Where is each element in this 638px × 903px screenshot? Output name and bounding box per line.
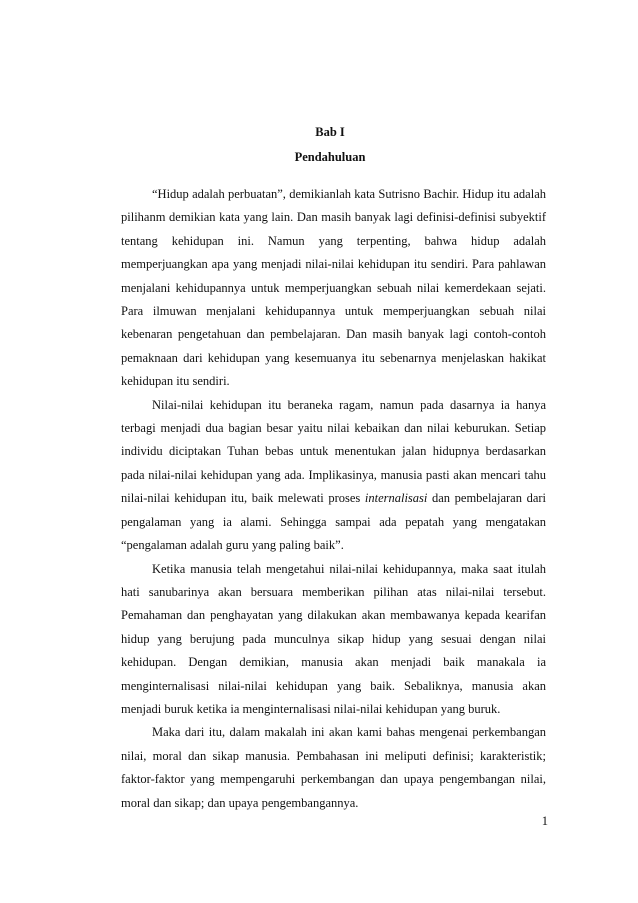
paragraph-intro bbox=[121, 183, 546, 394]
paragraph-text: Maka dari itu, dalam makalah ini akan kami bahas mengenai perkembangan nilai, moral dan sikap manusia. Pembahasan ini meliputi definisi; karakteristik; faktor-faktor yang mempengaruhi perkembangan dan upaya pengembangan nilai, moral dan sikap; dan upaya pengembangannya. bbox=[121, 725, 546, 810]
paragraph-text: “Hidup adalah perbuatan”, demikianlah kata Sutrisno Bachir. Hidup itu adalah pilihanm demikian kata yang lain. Dan masih banyak lagi definisi-definisi subyektif tentang kehidupan ini. Namun yang terpenting, bahwa hidup adalah memperjuangkan apa yang menjadi nilai-nilai kehidupan itu sendiri. Para pahlawan menjalani kehidupannya untuk memperjuangkan sebuah nilai kemerdekaan sejati. Para ilmuwan menjalani kehidupannya untuk memperjuangkan sebuah nilai kebenaran pengetahuan dan pembelajaran. Dan masih banyak lagi contoh-contoh pemaknaan dari kehidupan yang kesemuanya itu sebenarnya menjelaskan hakikat kehidupan itu sendiri. bbox=[121, 187, 546, 389]
chapter-title: Pendahuluan bbox=[294, 150, 366, 164]
paragraph-scope bbox=[121, 721, 546, 815]
page-number: 1 bbox=[541, 814, 548, 828]
paragraph-text: Nilai-nilai kehidupan itu beraneka ragam, namun pada dasarnya ia hanya terbagi menjadi dua bagian besar yaitu nilai kebaikan dan nilai keburukan. Setiap individu diciptakan Tuhan bebas untuk menentukan jalan hidupnya berdasarkan pada nilai-nilai kehidupan yang ada. Implikasinya, manusia pasti akan mencari tahu nilai-nilai kehidupan itu, baik melewati proses bbox=[121, 397, 546, 506]
italic-term: internalisasi bbox=[364, 491, 428, 506]
paragraph-conscience bbox=[121, 558, 546, 722]
paragraph-text: dan pembelajaran dari pengalaman yang ia alami. Sehingga sampai ada pepatah yang mengatakan “pengalaman adalah guru yang paling baik”. bbox=[121, 491, 546, 553]
paragraph-values bbox=[121, 394, 546, 558]
body-text bbox=[121, 179, 546, 815]
paragraph-text: Ketika manusia telah mengetahui nilai-nilai kehidupannya, maka saat itulah hati sanubarinya akan bersuara memberikan pilihan atas nilai-nilai tersebut. Pemahaman dan penghayatan yang dilakukan akan membawanya kepada kearifan hidup yang berujung pada munculnya sikap hidup yang sesuai dengan nilai kehidupan. Dengan demikian, manusia akan menjadi baik manakala ia menginternalisasi nilai-nilai kehidupan yang baik. Sebaliknya, manusia akan menjadi buruk ketika ia menginternalisasi nilai-nilai kehidupan yang buruk. bbox=[121, 561, 546, 716]
chapter-label: Bab I bbox=[315, 125, 345, 139]
